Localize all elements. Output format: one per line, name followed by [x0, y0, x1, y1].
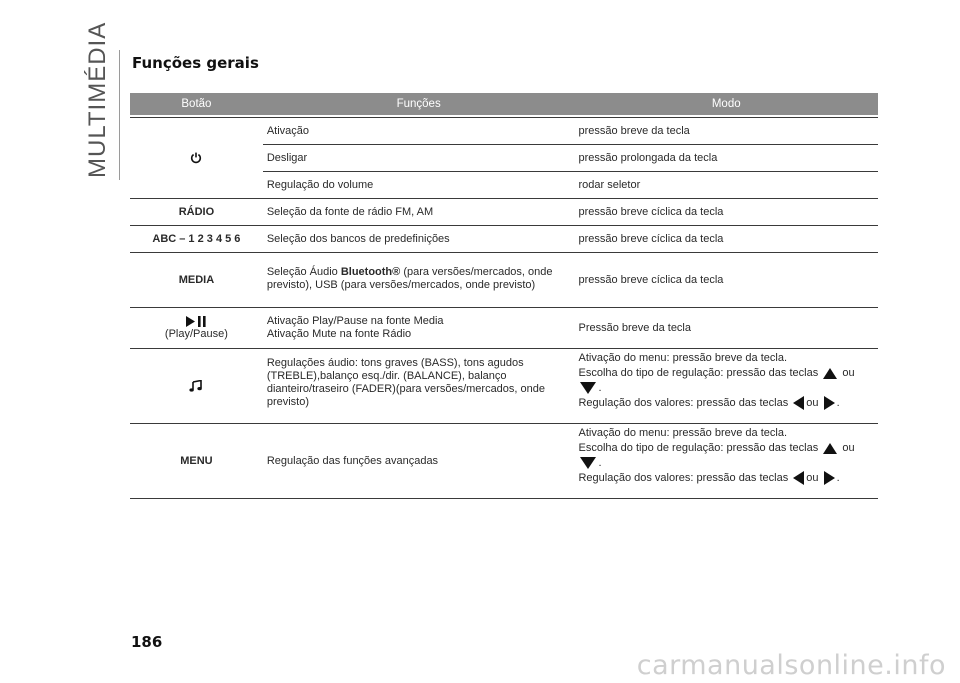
- watermark: carmanualsonline.info: [636, 650, 946, 681]
- mode-cell: pressão prolongada da tecla: [574, 145, 878, 172]
- mode-cell: pressão breve cíclica da tecla: [574, 199, 878, 226]
- menu-mode-line3: Regulação dos valores: pressão das teclas: [578, 472, 789, 484]
- media-function-pre: Seleção Áudio: [266, 266, 341, 278]
- menu-button-label: MENU: [130, 424, 263, 499]
- radio-button-label: RÁDIO: [130, 199, 263, 226]
- page-number: 186: [131, 633, 163, 651]
- table-header-row: [130, 93, 878, 115]
- menu-mode-line1: Ativação do menu: pressão breve da tecla.: [578, 427, 787, 439]
- media-function-bold: Bluetooth®: [340, 266, 401, 278]
- function-cell: [263, 308, 575, 349]
- triangle-left-icon: [793, 396, 804, 410]
- triangle-up-icon: [823, 443, 837, 454]
- chapter-side-label: MULTIMÉDIA: [84, 21, 111, 178]
- header-functions: Funções: [263, 93, 575, 115]
- function-cell: Desligar: [263, 145, 575, 172]
- power-icon: [190, 152, 202, 164]
- table-row-audio: [130, 349, 878, 424]
- table-row-radio: [130, 199, 878, 226]
- header-button: Botão: [130, 93, 263, 115]
- triangle-down-icon: [580, 457, 596, 469]
- mode-cell: rodar seletor: [574, 172, 878, 199]
- play-pause-icon: [184, 316, 208, 327]
- menu-mode-or2: ou: [806, 472, 819, 484]
- mode-cell: pressão breve cíclica da tecla: [574, 253, 878, 308]
- audio-mode-line2: Escolha do tipo de regulação: pressão das teclas: [578, 367, 819, 379]
- functions-table: [130, 93, 878, 499]
- triangle-right-icon: [824, 396, 835, 410]
- mode-cell: pressão breve da tecla: [574, 118, 878, 145]
- chapter-divider-line: [119, 50, 120, 180]
- section-title: Funções gerais: [132, 54, 259, 72]
- triangle-left-icon: [793, 471, 804, 485]
- mode-cell: pressão breve cíclica da tecla: [574, 226, 878, 253]
- menu-mode-line2: Escolha do tipo de regulação: pressão das teclas: [578, 442, 819, 454]
- audio-mode-line3: Regulação dos valores: pressão das teclas: [578, 397, 789, 409]
- menu-mode-or: ou: [842, 442, 855, 454]
- function-cell: Seleção da fonte de rádio FM, AM: [263, 199, 575, 226]
- menu-mode-dot: .: [598, 457, 602, 469]
- playpause-button-cell: [130, 308, 263, 349]
- table-row-power-activate: [130, 118, 878, 145]
- table-row-media: [130, 253, 878, 308]
- function-cell: Regulações áudio: tons graves (BASS), tons agudos (TREBLE),balanço esq./dir. (BALANCE), balanço dianteiro/traseiro (FADER)(para versões/mercados, onde previsto): [263, 349, 575, 424]
- audio-mode-line1: Ativação do menu: pressão breve da tecla.: [578, 352, 787, 364]
- table-row-abc: [130, 226, 878, 253]
- triangle-down-icon: [580, 382, 596, 394]
- header-mode: Modo: [574, 93, 878, 115]
- mode-cell: [574, 349, 878, 424]
- function-cell: [263, 253, 575, 308]
- function-cell: Ativação: [263, 118, 575, 145]
- function-cell: Regulação do volume: [263, 172, 575, 199]
- abc-button-label: ABC – 1 2 3 4 5 6: [130, 226, 263, 253]
- media-button-label: MEDIA: [130, 253, 263, 308]
- function-cell: Seleção dos bancos de predefinições: [263, 226, 575, 253]
- power-button-cell: [130, 118, 263, 199]
- menu-mode-dot2: .: [836, 472, 840, 484]
- mode-cell: [574, 424, 878, 499]
- media-function-post: (para versões/mercados, onde previsto), USB (para versões/mercados, onde previsto): [266, 266, 553, 291]
- mode-cell: Pressão breve da tecla: [574, 308, 878, 349]
- audio-mode-dot: .: [598, 382, 602, 394]
- function-cell: Regulação das funções avançadas: [263, 424, 575, 499]
- table-row-playpause: [130, 308, 878, 349]
- playpause-sub-label: (Play/Pause): [164, 328, 228, 340]
- music-note-icon: [189, 380, 203, 392]
- playpause-function-line2: Ativação Mute na fonte Rádio: [266, 328, 412, 340]
- audio-mode-or: ou: [842, 367, 855, 379]
- audio-button-cell: [130, 349, 263, 424]
- table-row-menu: [130, 424, 878, 499]
- triangle-right-icon: [824, 471, 835, 485]
- playpause-function-line1: Ativação Play/Pause na fonte Media: [266, 315, 444, 327]
- audio-mode-dot2: .: [836, 397, 840, 409]
- triangle-up-icon: [823, 368, 837, 379]
- audio-mode-or2: ou: [806, 397, 819, 409]
